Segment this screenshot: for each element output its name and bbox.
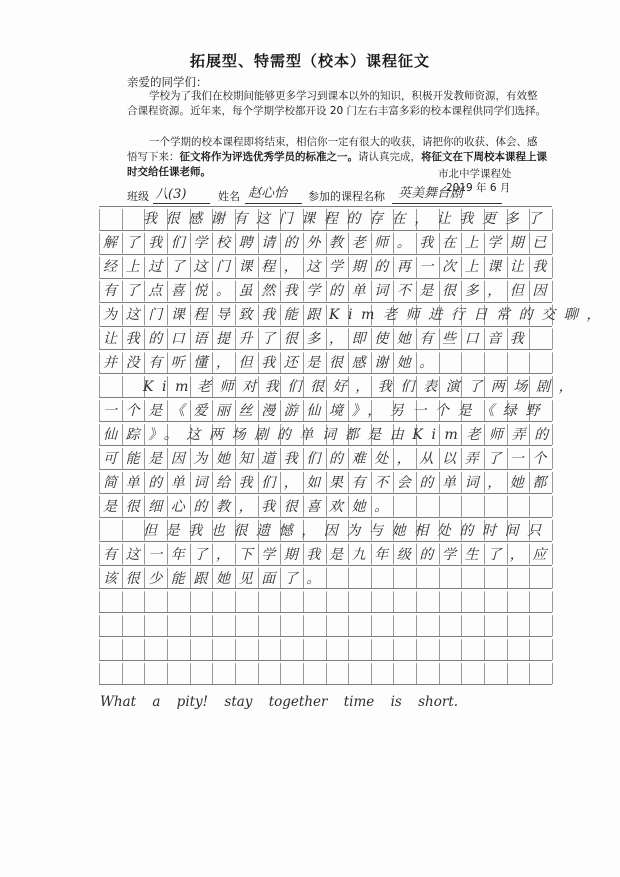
- essay-line: 经上过了这门课程，这学期的再一次上课让我: [103, 259, 555, 275]
- essay-line: Kim老师对我们很好，我们表演了两场剧，: [143, 379, 582, 395]
- essay-line: 一个是《爱丽丝漫游仙境》，另一个是《绿野: [103, 403, 548, 419]
- essay-line: 简单的单词给我们，如果有不会的单词，她都: [103, 475, 555, 491]
- essay-line: 让我的口语提升了很多，即使她有些口音我: [103, 331, 533, 347]
- course-label: 参加的课程名称: [308, 190, 385, 203]
- issue-date: 2019 年 6 月: [446, 182, 511, 194]
- class-value[interactable]: 八(3): [155, 187, 187, 202]
- english-note: What a pity! stay together time is short.: [100, 694, 459, 710]
- essay-line: 并没有听懂，但我还是很感谢她。: [103, 355, 442, 371]
- grid-lines: [99, 206, 610, 684]
- course-underline: [392, 203, 502, 204]
- essay-line: 但是我也很遗憾，因为与她相处的时间只: [143, 523, 550, 539]
- greeting: 亲爱的同学们：: [127, 75, 208, 89]
- intro-paragraph: 学校为了我们在校期间能够更多学习到课本以外的知识，积极开发教师资源，有效整合课程资源。近年来，每个学期学校都开设 20 门左右丰富多彩的校本课程供同学们选择。: [127, 90, 547, 117]
- essay-line: 有这一年了，下学期我是九年级的学生了，应: [103, 547, 555, 563]
- issuer: 市北中学课程处: [438, 168, 512, 180]
- essay-line: 仙踪》。这两场剧的单词都是由Kim老师弄的: [103, 427, 557, 443]
- essay-line: 有了点喜悦。虽然我学的单词不是很多，但因: [103, 283, 555, 299]
- instruction-bold-criteria: 征文将作为评选优秀学员的标准之一。: [179, 151, 358, 163]
- name-value[interactable]: 赵心怡: [248, 186, 288, 201]
- essay-line: 该很少能跟她见面了。: [103, 571, 329, 587]
- form-title: 拓展型、特需型（校本）课程征文: [189, 52, 430, 70]
- essay-line: 是很细心的教，我很喜欢她。: [103, 499, 397, 515]
- name-label: 姓名: [218, 190, 240, 203]
- class-underline: [153, 203, 210, 204]
- instruction-bold-deadline: 将征文在下周校本课程上课时交给任课老师。: [127, 151, 547, 178]
- class-label: 班级: [127, 190, 149, 203]
- writing-grid[interactable]: [99, 206, 610, 684]
- essay-line: 可能是因为她知道我们的难处，从以弄了一个: [103, 451, 555, 467]
- instruction-text: 一个学期的校本课程即将结束，相信你一定有很大的收获，请把你的收获、体会、感悟写下来：: [127, 136, 538, 163]
- essay-line: 解了我们学校聘请的外教老师。我在上学期已: [103, 235, 555, 251]
- name-underline: [245, 203, 302, 204]
- instruction-text-2: 请认真完成，: [358, 151, 421, 163]
- essay-line: 我很感谢有这门课程的存在，让我更多了: [143, 211, 550, 227]
- essay-line: 为这门课程导致我能跟Kim老师进行日常的交聊，: [103, 307, 610, 323]
- course-value[interactable]: 英美舞台剧: [398, 186, 464, 201]
